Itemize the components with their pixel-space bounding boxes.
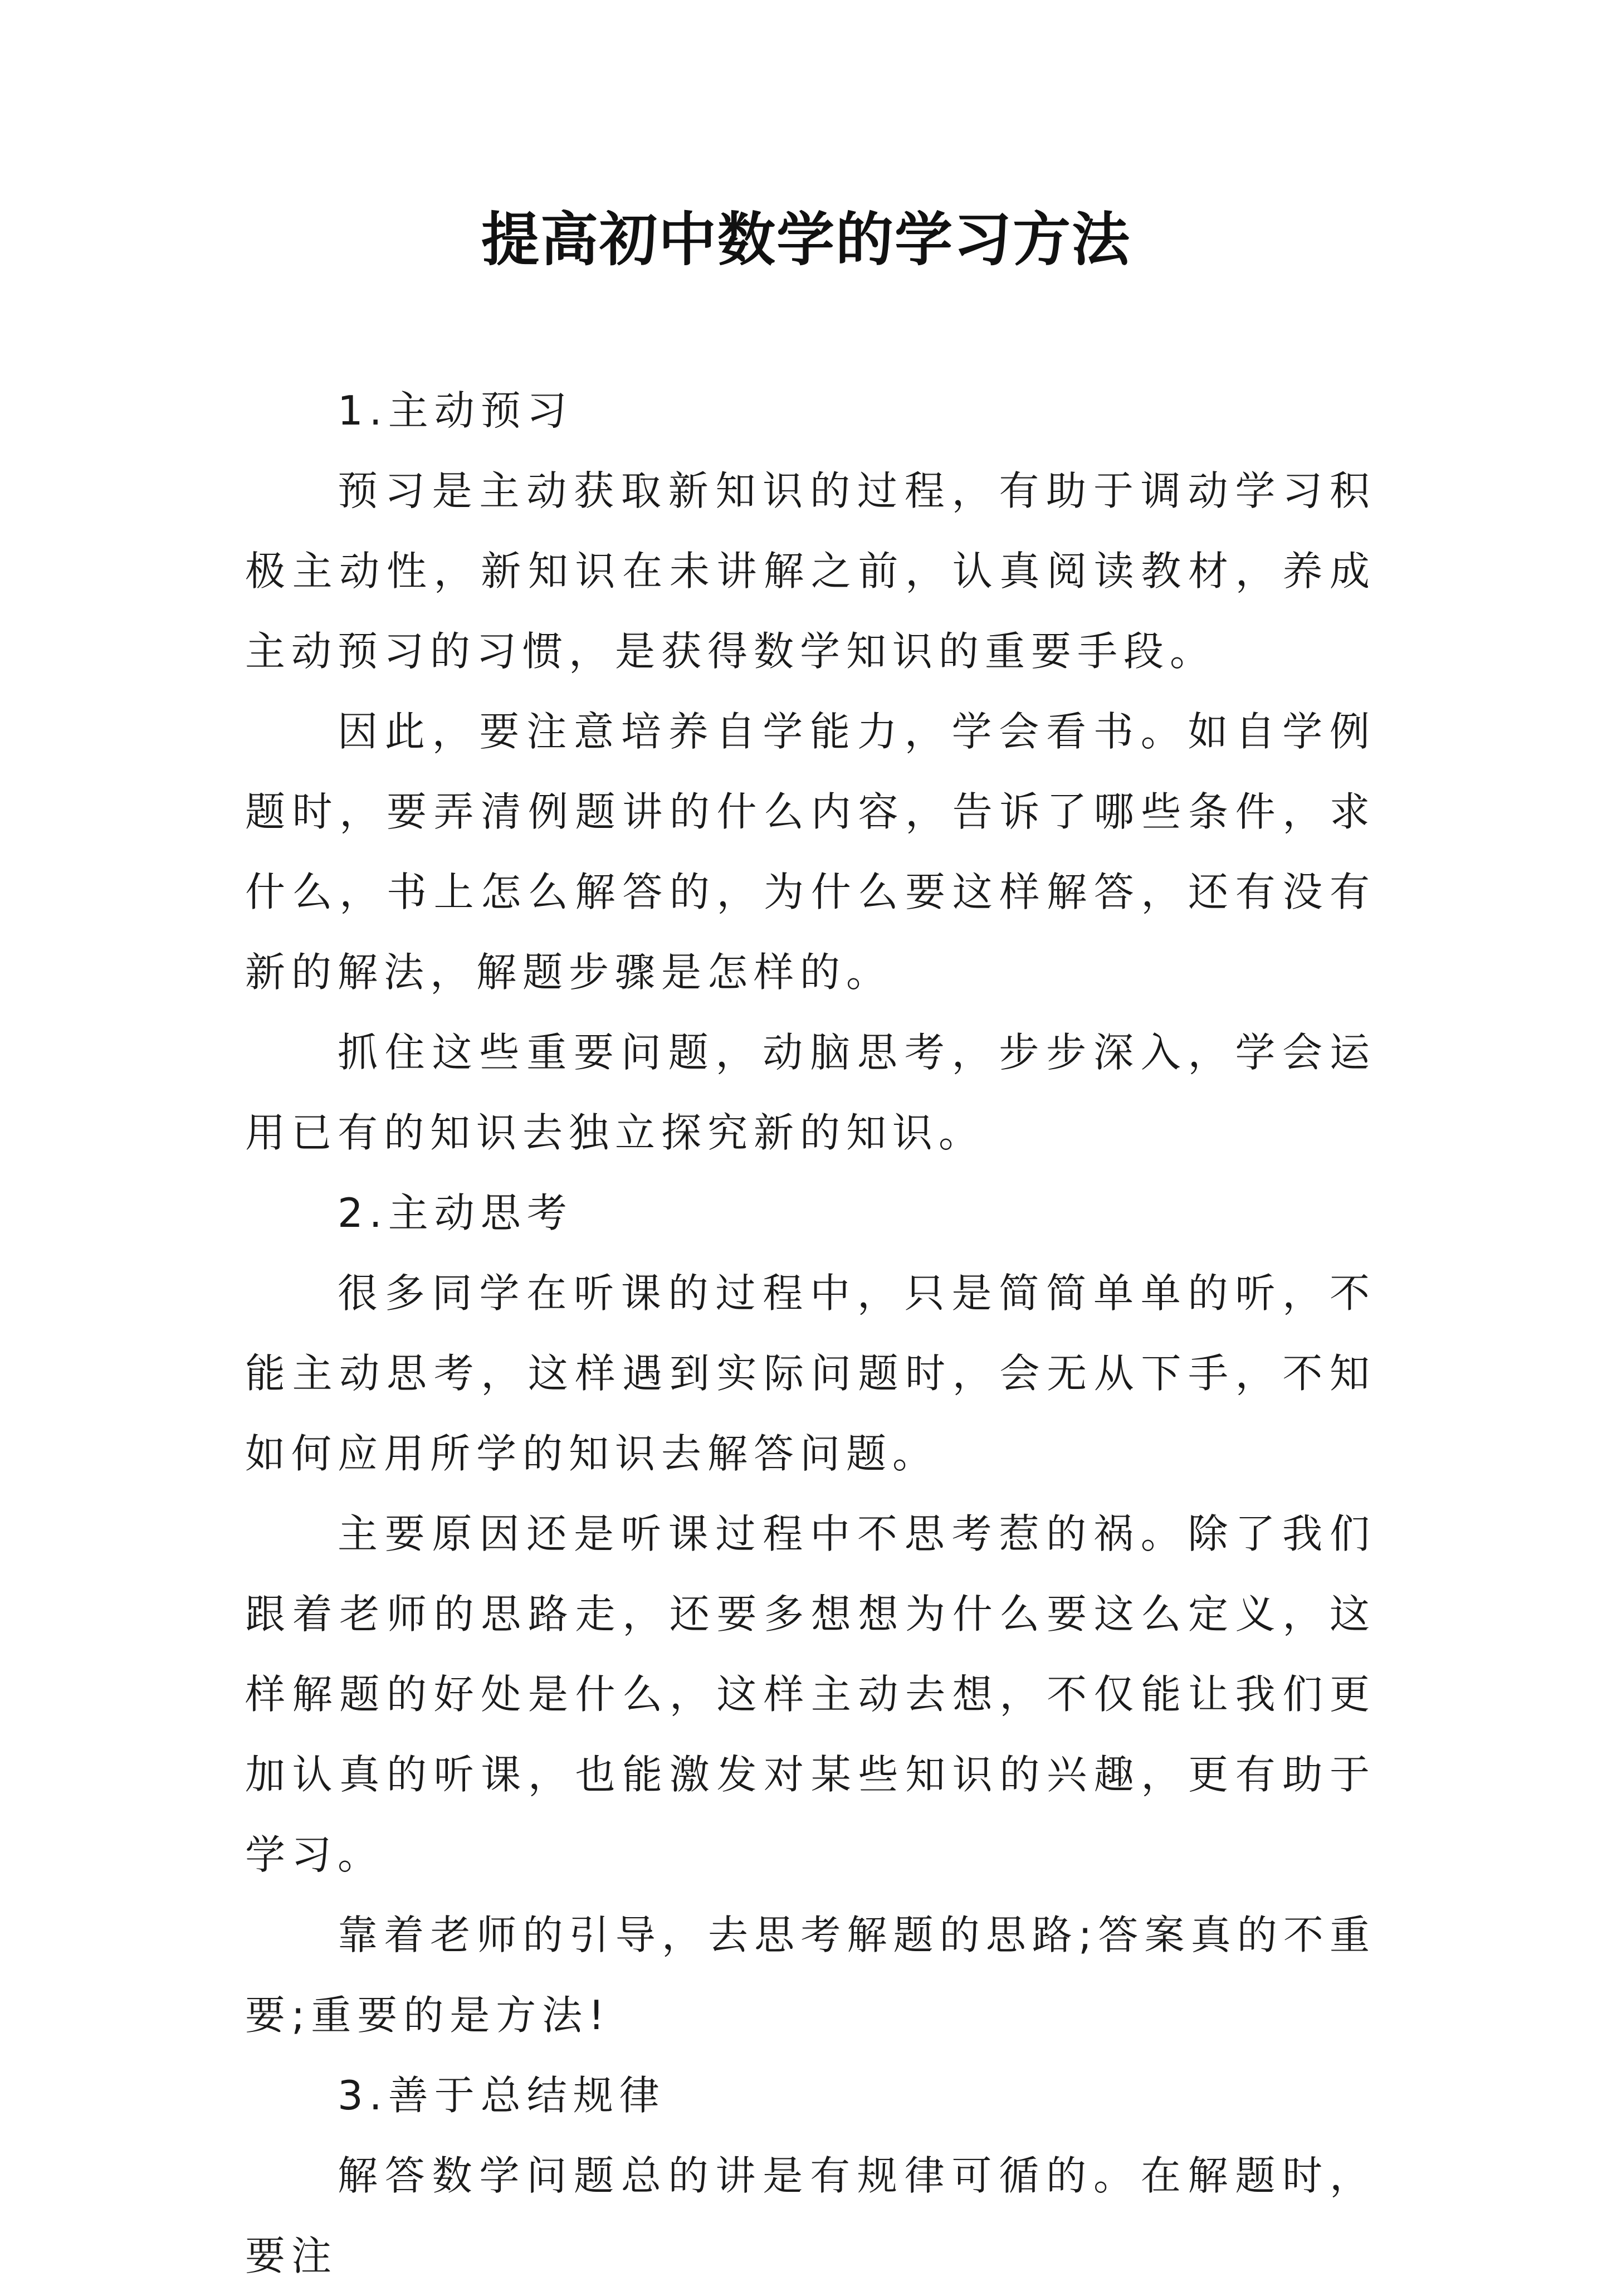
paragraph: 因此，要注意培养自学能力，学会看书。如自学例题时，要弄清例题讲的什么内容，告诉了哪些条件，求什么，书上怎么解答的，为什么要这样解答，还有没有新的解法，解题步骤是怎样的。 — [245, 708, 1376, 996]
paragraph: 解答数学问题总的讲是有规律可循的。在解题时，要注 — [245, 2152, 1376, 2279]
paragraph: 很多同学在听课的过程中，只是简简单单的听，不能主动思考，这样遇到实际问题时，会无从下手，不知如何应用所学的知识去解答问题。 — [245, 1270, 1376, 1477]
section-heading-thinking: 2.主动思考 — [338, 1190, 573, 1236]
paragraph: 靠着老师的引导，去思考解题的思路;答案真的不重要;重要的是方法! — [245, 1912, 1376, 2039]
section-heading-summary: 3.善于总结规律 — [338, 2072, 666, 2119]
paragraph: 预习是主动获取新知识的过程，有助于调动学习积极主动性，新知识在未讲解之前，认真阅读教材，养成主动预习的习惯，是获得数学知识的重要手段。 — [245, 467, 1376, 675]
paragraph: 主要原因还是听课过程中不思考惹的祸。除了我们跟着老师的思路走，还要多想想为什么要这么定义，这样解题的好处是什么，这样主动去想，不仅能让我们更加认真的听课，也能激发对某些知识的兴趣，更有助于学习。 — [245, 1510, 1376, 1878]
section-heading-preview: 1.主动预习 — [338, 387, 573, 434]
paragraph: 抓住这些重要问题，动脑思考，步步深入，学会运用已有的知识去独立探究新的知识。 — [245, 1029, 1376, 1156]
document-body — [245, 371, 1376, 2296]
document-title: 提高初中数学的学习方法 — [481, 205, 1131, 274]
